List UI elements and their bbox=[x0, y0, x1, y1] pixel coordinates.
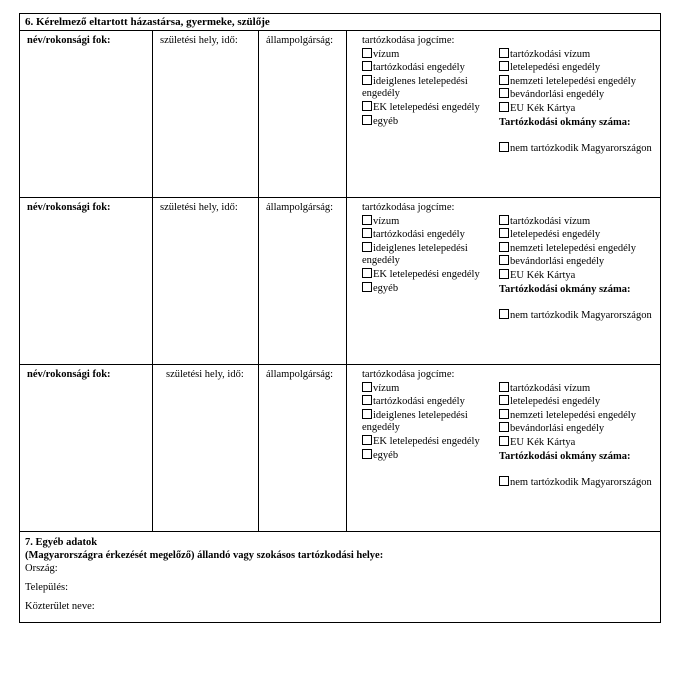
checkbox-icon[interactable] bbox=[499, 269, 509, 279]
permit-option-label: vízum bbox=[373, 48, 400, 60]
permit-heading: tartózkodása jogcíme: bbox=[362, 35, 455, 46]
permit-option[interactable] bbox=[499, 395, 659, 409]
checkbox-icon[interactable] bbox=[499, 61, 509, 71]
permit-option-label: ideiglenes letelepedési engedély bbox=[362, 242, 468, 267]
permit-option-label: nemzeti letelepedési engedély bbox=[510, 242, 636, 254]
relation-label[interactable]: név/rokonsági fok: bbox=[27, 35, 111, 46]
checkbox-icon[interactable] bbox=[362, 395, 372, 405]
not-resident-option[interactable] bbox=[499, 309, 659, 323]
permit-option[interactable] bbox=[362, 215, 497, 229]
checkbox-icon[interactable] bbox=[499, 436, 509, 446]
permit-options-right bbox=[499, 48, 659, 156]
permit-option-label: tartózkodási engedély bbox=[373, 229, 465, 241]
column-divider bbox=[346, 198, 347, 364]
permit-option[interactable] bbox=[499, 255, 659, 269]
permit-option-label: EU Kék Kártya bbox=[510, 269, 576, 281]
permit-option[interactable] bbox=[362, 48, 497, 62]
column-divider bbox=[152, 198, 153, 364]
permit-option-label: egyéb bbox=[373, 282, 399, 294]
permit-option-label: ideiglenes letelepedési engedély bbox=[362, 409, 468, 434]
checkbox-icon[interactable] bbox=[362, 75, 372, 85]
permit-option[interactable] bbox=[499, 269, 659, 283]
checkbox-icon[interactable] bbox=[362, 228, 372, 238]
permit-option-label: EU Kék Kártya bbox=[510, 102, 576, 114]
checkbox-icon[interactable] bbox=[362, 382, 372, 392]
checkbox-icon[interactable] bbox=[362, 449, 372, 459]
checkbox-icon[interactable] bbox=[499, 48, 509, 58]
permit-option[interactable] bbox=[499, 215, 659, 229]
checkbox-icon[interactable] bbox=[499, 422, 509, 432]
section-6-title: 6. Kérelmező eltartott házastársa, gyermeke, szülője bbox=[20, 14, 660, 31]
dependent-row bbox=[20, 31, 660, 198]
permit-option[interactable] bbox=[362, 395, 497, 409]
section-7 bbox=[20, 532, 660, 622]
permit-option[interactable] bbox=[499, 228, 659, 242]
doc-number-label[interactable]: Tartózkodási okmány száma: bbox=[499, 116, 631, 128]
birth-label[interactable]: születési hely, idő: bbox=[160, 202, 238, 213]
checkbox-icon[interactable] bbox=[362, 115, 372, 125]
field-settlement[interactable]: Település: bbox=[25, 582, 68, 593]
permit-option-label: EU Kék Kártya bbox=[510, 436, 576, 448]
checkbox-icon[interactable] bbox=[362, 282, 372, 292]
birth-label[interactable]: születési hely, idő: bbox=[166, 369, 244, 380]
permit-option[interactable] bbox=[499, 409, 659, 423]
citizenship-label[interactable]: állampolgárság: bbox=[266, 202, 334, 213]
dependent-row bbox=[20, 365, 660, 532]
doc-number-label[interactable]: Tartózkodási okmány száma: bbox=[499, 283, 631, 295]
checkbox-icon[interactable] bbox=[499, 255, 509, 265]
checkbox-icon[interactable] bbox=[499, 476, 509, 486]
permit-option-label: bevándorlási engedély bbox=[510, 89, 605, 101]
permit-option[interactable] bbox=[362, 382, 497, 396]
permit-option-label: egyéb bbox=[373, 449, 399, 461]
field-street[interactable]: Közterület neve: bbox=[25, 601, 95, 612]
checkbox-icon[interactable] bbox=[499, 309, 509, 319]
column-divider bbox=[258, 365, 259, 531]
permit-option-label: vízum bbox=[373, 215, 400, 227]
permit-option[interactable] bbox=[362, 268, 497, 282]
permit-option[interactable] bbox=[362, 75, 497, 101]
checkbox-icon[interactable] bbox=[362, 61, 372, 71]
column-divider bbox=[152, 31, 153, 197]
checkbox-icon[interactable] bbox=[362, 242, 372, 252]
permit-option-label: egyéb bbox=[373, 115, 399, 127]
permit-option[interactable] bbox=[499, 102, 659, 116]
column-divider bbox=[346, 365, 347, 531]
checkbox-icon[interactable] bbox=[499, 382, 509, 392]
column-divider bbox=[258, 198, 259, 364]
checkbox-icon[interactable] bbox=[362, 435, 372, 445]
field-country[interactable]: Ország: bbox=[25, 563, 58, 574]
not-resident-label: nem tartózkodik Magyarországon bbox=[510, 310, 652, 322]
permit-option[interactable] bbox=[362, 282, 497, 296]
permit-option-label: letelepedési engedély bbox=[510, 62, 601, 74]
checkbox-icon[interactable] bbox=[499, 88, 509, 98]
checkbox-icon[interactable] bbox=[499, 242, 509, 252]
permit-option-label: tartózkodási engedély bbox=[373, 62, 465, 74]
permit-option-label: letelepedési engedély bbox=[510, 229, 601, 241]
column-divider bbox=[152, 365, 153, 531]
column-divider bbox=[258, 31, 259, 197]
permit-option[interactable] bbox=[499, 88, 659, 102]
permit-option[interactable] bbox=[499, 382, 659, 396]
checkbox-icon[interactable] bbox=[362, 215, 372, 225]
permit-option[interactable] bbox=[362, 115, 497, 129]
permit-option-label: EK letelepedési engedély bbox=[373, 268, 480, 280]
checkbox-icon[interactable] bbox=[499, 142, 509, 152]
permit-option-label: bevándorlási engedély bbox=[510, 256, 605, 268]
checkbox-icon[interactable] bbox=[499, 102, 509, 112]
permit-heading: tartózkodása jogcíme: bbox=[362, 369, 455, 380]
column-divider bbox=[346, 31, 347, 197]
permit-heading: tartózkodása jogcíme: bbox=[362, 202, 455, 213]
citizenship-label[interactable]: állampolgárság: bbox=[266, 369, 334, 380]
checkbox-icon[interactable] bbox=[499, 215, 509, 225]
permit-option[interactable] bbox=[362, 242, 497, 268]
relation-label[interactable]: név/rokonsági fok: bbox=[27, 202, 111, 213]
checkbox-icon[interactable] bbox=[362, 48, 372, 58]
permit-option-label: bevándorlási engedély bbox=[510, 423, 605, 435]
permit-option[interactable] bbox=[499, 61, 659, 75]
permit-option-label: tartózkodási vízum bbox=[510, 382, 591, 394]
permit-option[interactable] bbox=[499, 436, 659, 450]
permit-option-label: nemzeti letelepedési engedély bbox=[510, 409, 636, 421]
not-resident-label: nem tartózkodik Magyarországon bbox=[510, 477, 652, 489]
permit-option-label: tartózkodási vízum bbox=[510, 48, 591, 60]
permit-option[interactable] bbox=[499, 422, 659, 436]
permit-option[interactable] bbox=[362, 449, 497, 463]
permit-option[interactable] bbox=[362, 61, 497, 75]
checkbox-icon[interactable] bbox=[499, 228, 509, 238]
checkbox-icon[interactable] bbox=[362, 409, 372, 419]
not-resident-label: nem tartózkodik Magyarországon bbox=[510, 143, 652, 155]
permit-option-label: nemzeti letelepedési engedély bbox=[510, 75, 636, 87]
permit-option[interactable] bbox=[362, 101, 497, 115]
form-table bbox=[19, 13, 661, 623]
citizenship-label[interactable]: állampolgárság: bbox=[266, 35, 334, 46]
section-7-title: 7. Egyéb adatok bbox=[25, 537, 98, 548]
permit-option[interactable] bbox=[499, 75, 659, 89]
doc-number-label[interactable]: Tartózkodási okmány száma: bbox=[499, 450, 631, 462]
checkbox-icon[interactable] bbox=[499, 75, 509, 85]
checkbox-icon[interactable] bbox=[499, 395, 509, 405]
section-7-subtitle: (Magyarországra érkezését megelőző) állandó vagy szokásos tartózkodási helye: bbox=[25, 550, 384, 561]
permit-options-left bbox=[362, 369, 497, 462]
permit-option[interactable] bbox=[362, 409, 497, 435]
permit-option-label: tartózkodási engedély bbox=[373, 396, 465, 408]
permit-option[interactable] bbox=[499, 242, 659, 256]
checkbox-icon[interactable] bbox=[362, 101, 372, 111]
dependent-row bbox=[20, 198, 660, 365]
permit-option-label: EK letelepedési engedély bbox=[373, 101, 480, 113]
not-resident-option[interactable] bbox=[499, 476, 659, 490]
permit-options-left bbox=[362, 202, 497, 295]
permit-option[interactable] bbox=[499, 48, 659, 62]
permit-options-right bbox=[499, 382, 659, 490]
checkbox-icon[interactable] bbox=[499, 409, 509, 419]
relation-label[interactable]: név/rokonsági fok: bbox=[27, 369, 111, 380]
permit-option-label: vízum bbox=[373, 382, 400, 394]
permit-option[interactable] bbox=[362, 228, 497, 242]
permit-option-label: ideiglenes letelepedési engedély bbox=[362, 75, 468, 100]
not-resident-option[interactable] bbox=[499, 142, 659, 156]
permit-option[interactable] bbox=[362, 435, 497, 449]
checkbox-icon[interactable] bbox=[362, 268, 372, 278]
permit-option-label: letelepedési engedély bbox=[510, 396, 601, 408]
permit-option-label: EK letelepedési engedély bbox=[373, 435, 480, 447]
permit-option-label: tartózkodási vízum bbox=[510, 215, 591, 227]
permit-options-left bbox=[362, 35, 497, 128]
birth-label[interactable]: születési hely, idő: bbox=[160, 35, 238, 46]
permit-options-right bbox=[499, 215, 659, 323]
